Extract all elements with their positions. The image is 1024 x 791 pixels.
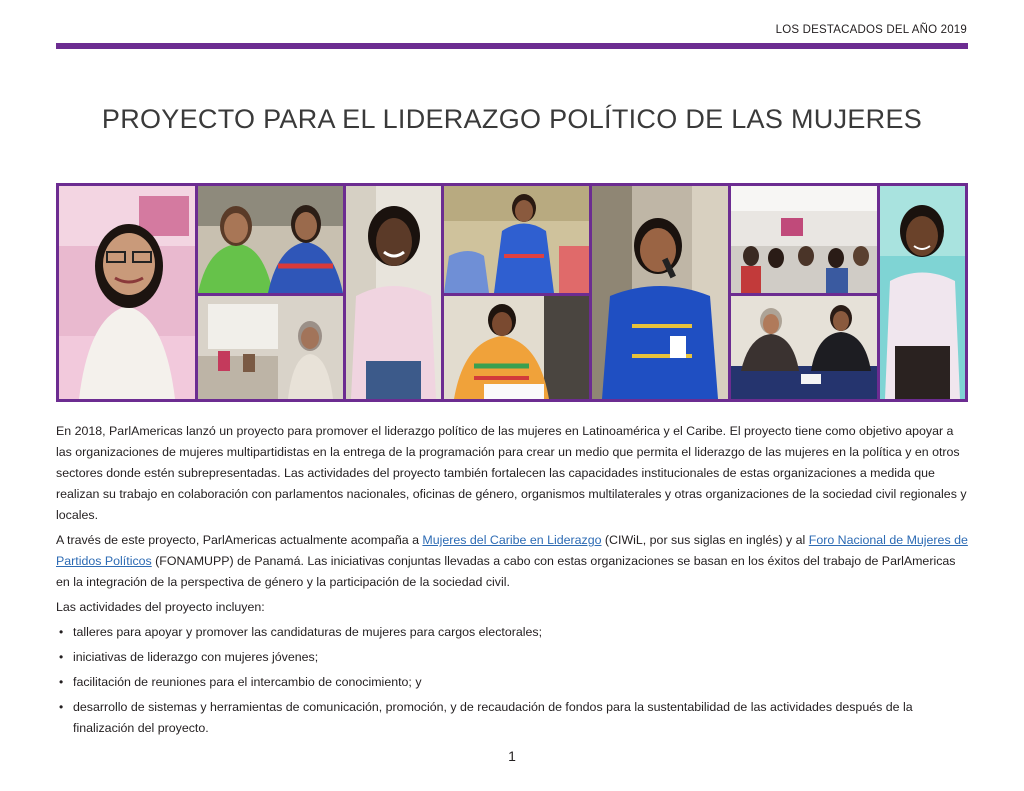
paragraph-partners-part2: (CIWiL, por sus siglas en inglés) y al (601, 533, 809, 547)
list-item (56, 622, 971, 643)
photo-woman-writing (444, 296, 589, 399)
photo-conference-room (731, 186, 877, 293)
list-item (56, 672, 971, 693)
running-header: LOS DESTACADOS DEL AÑO 2019 (775, 24, 967, 36)
photo-woman-pink-shirt (346, 186, 441, 399)
list-item-text: facilitación de reuniones para el intercambio de conocimiento; y (73, 675, 422, 689)
paragraph-partners-part3: (FONAMUPP) de Panamá. Las iniciativas conjuntas llevadas a cabo con estas organizaciones se basan en los éxitos del trabajo de ParlAmericas en la integración de la perspectiva de género y la participación de la sociedad civil. (56, 554, 956, 589)
list-item (56, 647, 971, 668)
bullet-icon: • (59, 675, 64, 689)
link-ciwil[interactable]: Mujeres del Caribe en Liderazgo (422, 533, 602, 547)
page-title: PROYECTO PARA EL LIDERAZGO POLÍTICO DE LAS MUJERES (101, 104, 923, 134)
page-number: 1 (508, 748, 516, 764)
paragraph-partners (56, 530, 971, 593)
bullet-icon: • (59, 650, 64, 664)
paragraph-activities-intro: Las actividades del proyecto incluyen: (56, 600, 265, 614)
body-text (56, 421, 971, 743)
photo-women-at-table (731, 296, 877, 399)
photo-woman-glasses (59, 186, 195, 399)
header-rule (56, 43, 968, 49)
photo-woman-blue-dress (444, 186, 589, 293)
link-fonamupp[interactable]: Foro Nacional de Mujeres de Partidos Políticos (56, 533, 968, 568)
photo-collage (56, 183, 968, 402)
photo-two-women (198, 186, 343, 293)
list-item-text: talleres para apoyar y promover las candidaturas de mujeres para cargos electorales; (73, 625, 543, 639)
paragraph-partners-part1: A través de este proyecto, ParlAmericas actualmente acompaña a (56, 533, 423, 547)
photo-classroom (198, 296, 343, 399)
list-item (56, 697, 971, 739)
paragraph-intro: En 2018, ParlAmericas lanzó un proyecto para promover el liderazgo político de las mujeres en Latinoamérica y el Caribe. El proyecto tiene como objetivo apoyar a las organizaciones de mujeres multipartidistas en la entrega de la programación para crear un medio que permita el liderazgo de las mujeres en la política y en otros sectores donde estén subrepresentadas. Las actividades del proyecto también fortalecen las capacidades institucionales de estas organizaciones a medida que realizan su trabajo en colaboración con parlamentos nacionales, oficinas de género, organismos multilaterales y otras organizaciones de la sociedad civil regionales y locales. (56, 424, 967, 522)
list-item-text: desarrollo de sistemas y herramientas de comunicación, promoción, y de recaudación de fondos para la sustentabilidad de las actividades después de la finalización del proyecto. (73, 700, 913, 735)
bullet-icon: • (59, 700, 64, 714)
activities-list (56, 622, 971, 739)
list-item-text: iniciativas de liderazgo con mujeres jóvenes; (73, 650, 319, 664)
photo-woman-microphone (592, 186, 728, 399)
bullet-icon: • (59, 625, 64, 639)
photo-woman-standing (880, 186, 965, 399)
